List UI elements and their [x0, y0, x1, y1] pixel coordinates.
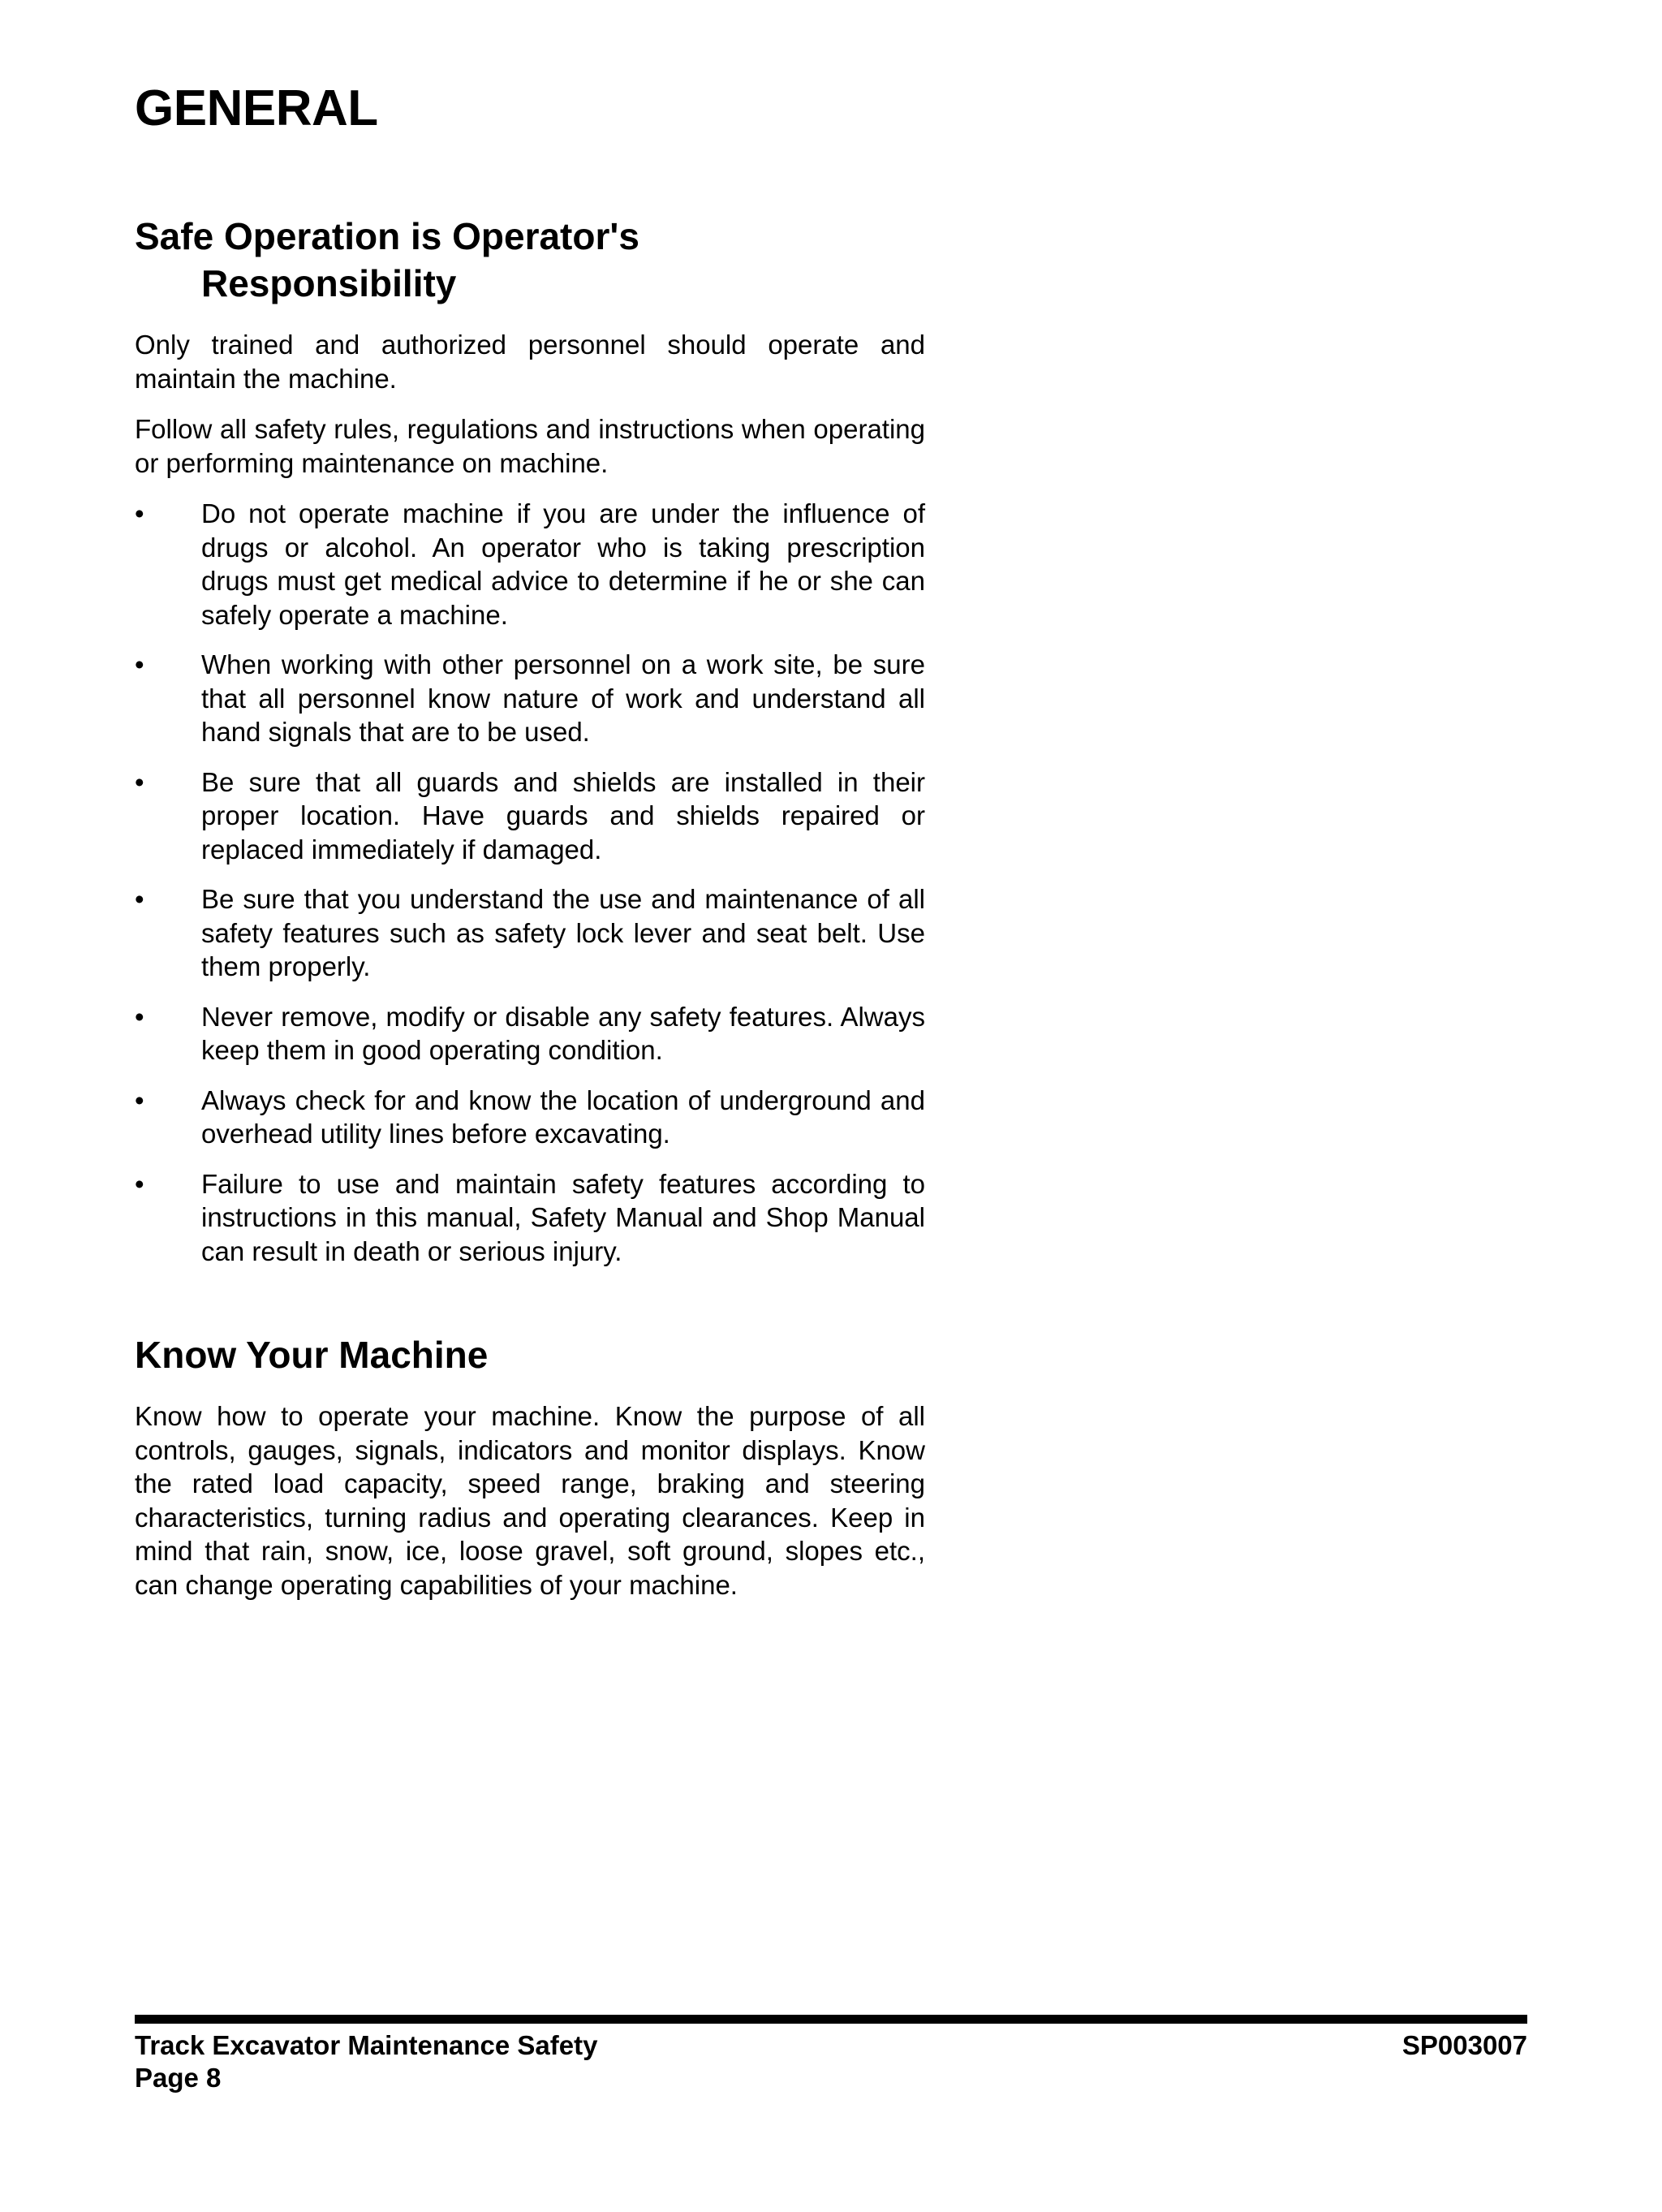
paragraph: Only trained and authorized personnel should operate and maintain the machine. — [135, 330, 925, 394]
list-item — [135, 1167, 925, 1269]
list-item-text: Never remove, modify or disable any safety features. Always keep them in good operating condition. — [201, 1001, 925, 1065]
page-title: GENERAL — [135, 80, 378, 136]
paragraph: Follow all safety rules, regulations and instructions when operating or performing maintenance on machine. — [135, 414, 925, 478]
section-heading-safe-operation — [135, 213, 925, 307]
list-item-text: Do not operate machine if you are under the influence of drugs or alcohol. An operator who is taking prescription drugs must get medical advice to determine if he or she can safely operate a machine. — [201, 498, 925, 630]
section-heading-line2: Responsibility — [201, 262, 457, 304]
section-heading-know-your-machine — [135, 1331, 925, 1378]
list-item-text: Failure to use and maintain safety features according to instructions in this manual, Safety Manual and Shop Manual can result in death or serious injury. — [201, 1168, 925, 1266]
bullet-icon: • — [135, 1084, 144, 1115]
list-item-text: Be sure that you understand the use and maintenance of all safety features such as safety lock lever and seat belt. Use them properly. — [201, 884, 925, 981]
section-heading-line1: Safe Operation is Operator's — [135, 215, 639, 257]
bullet-icon: • — [135, 498, 144, 528]
list-item — [135, 1084, 925, 1151]
list-item — [135, 882, 925, 984]
paragraph: Know how to operate your machine. Know the purpose of all controls, gauges, signals, indicators and monitor displays. Know the rated load capacity, speed range, braking and steering characteristics, turning radius and operating clearances. Keep in mind that rain, snow, ice, loose gravel, soft ground, slopes etc., can change operating capabilities of your machine. — [135, 1401, 925, 1600]
bullet-icon: • — [135, 1168, 144, 1199]
footer-document-title: Track Excavator Maintenance Safety — [135, 2030, 598, 2060]
footer-divider — [135, 2015, 1527, 2024]
footer-document-code: SP003007 — [1402, 2030, 1527, 2060]
list-item — [135, 648, 925, 749]
bullet-icon: • — [135, 884, 144, 914]
section-heading-line1: Know Your Machine — [135, 1334, 489, 1376]
bullet-icon: • — [135, 766, 144, 797]
main-column — [135, 213, 925, 1602]
list-item-text: Be sure that all guards and shields are installed in their proper location. Have guards and shields repaired or replaced immediately if damaged. — [201, 766, 925, 865]
bullet-list — [135, 497, 925, 1268]
section-safe-operation — [135, 213, 925, 1268]
bullet-icon: • — [135, 1001, 144, 1032]
list-item-text: Always check for and know the location of underground and overhead utility lines before excavating. — [201, 1084, 925, 1149]
list-item — [135, 1000, 925, 1067]
bullet-icon: • — [135, 649, 144, 679]
list-item — [135, 765, 925, 867]
footer-page-number: Page 8 — [135, 2063, 222, 2093]
section-know-your-machine — [135, 1331, 925, 1602]
list-item-text: When working with other personnel on a work site, be sure that all personnel know nature of work and understand all hand signals that are to be used. — [201, 649, 925, 747]
footer-left — [135, 2029, 597, 2094]
list-item — [135, 497, 925, 632]
